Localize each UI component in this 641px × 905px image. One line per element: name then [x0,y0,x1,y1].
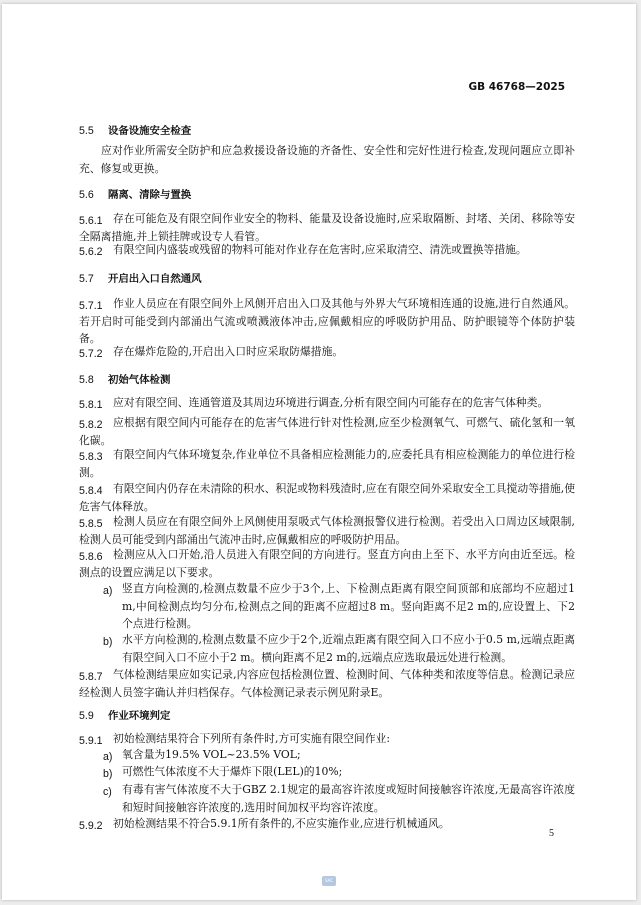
list-label: c) [103,786,112,798]
section-number: 5.5 [79,125,94,137]
section-number: 5.8 [79,374,94,386]
page-number: 5 [549,828,554,839]
paragraph: 存在可能危及有限空间作业安全的物料、能量及设备设施时,应采取隔断、封堵、关闭、移除等安全隔离措施,并上锁挂牌或设专人看管。 [79,212,575,243]
section-heading: 开启出入口自然通风 [108,273,202,285]
section-number: 5.9 [79,710,94,722]
list-label: a) [103,585,113,597]
list-label: b) [103,636,113,648]
section-heading: 作业环境判定 [108,710,171,722]
paragraph: 气体检测结果应如实记录,内容应包括检测位置、检测时间、气体种类和浓度等信息。检测记录应经检测人员签字确认并归档保存。气体检测记录表示例见附录E。 [79,668,575,699]
paragraph: 初始检测结果不符合5.9.1所有条件的,不应实施作业,应进行机械通风。 [113,817,450,830]
list-item: 氧含量为19.5% VOL~23.5% VOL; [122,748,301,761]
clause-number: 5.8.3 [79,451,103,463]
section-heading: 初始气体检测 [108,374,171,386]
clause-number: 5.6.2 [79,246,103,258]
clause-number: 5.8.2 [79,419,103,431]
publisher-logo: SAC [322,876,336,886]
clause-number: 5.7.1 [79,300,103,312]
list-label: b) [103,768,113,780]
paragraph: 有限空间内盛装或残留的物料可能对作业存在危害时,应采取清空、清洗或置换等措施。 [113,243,527,256]
clause-number: 5.8.4 [79,485,103,497]
clause-number: 5.9.2 [79,820,103,832]
list-item: 水平方向检测的,检测点数量不应少于2个,近端点距离有限空间入口不应小于0.5 m,远端点距离有限空间入口不应小于2 m。横向距离不足2 m的,远端点应选取最远处进行检测。 [122,633,575,664]
paragraph: 存在爆炸危险的,开启出入口时应采取防爆措施。 [113,345,344,358]
section-heading: 隔离、清除与置换 [108,189,192,201]
paragraph: 应根据有限空间内可能存在的危害气体进行针对性检测,应至少检测氧气、可燃气、硫化氢和一氧化碳。 [79,416,575,447]
clause-number: 5.9.1 [79,735,103,747]
standard-code: GB 46768—2025 [468,81,565,93]
section-heading: 设备设施安全检查 [108,125,192,137]
paragraph: 有限空间内气体环境复杂,作业单位不具备相应检测能力的,应委托具有相应检测能力的单位进行检测。 [79,448,575,479]
document-page [2,4,636,900]
paragraph: 检测应从入口开始,沿人员进入有限空间的方向进行。竖直方向由上至下、水平方向由近至远。检测点的设置应满足以下要求。 [79,548,575,579]
clause-number: 5.8.1 [79,399,103,411]
paragraph: 应对有限空间、连通管道及其周边环境进行调查,分析有限空间内可能存在的危害气体种类。 [113,396,549,409]
section-number: 5.6 [79,189,94,201]
paragraph: 初始检测结果符合下列所有条件时,方可实施有限空间作业: [113,732,390,745]
list-item: 竖直方向检测的,检测点数量不应少于3个,上、下检测点距离有限空间顶部和底部均不应超过1 m,中间检测点均匀分布,检测点之间的距离不应超过8 m。竖向距离不足2 m的,应设置上、下2个点进行检测。 [122,582,575,630]
list-label: a) [103,751,113,763]
list-item: 有毒有害气体浓度不大于GBZ 2.1规定的最高容许浓度或短时间接触容许浓度,无最高容许浓度和短时间接触容许浓度的,选用时间加权平均容许浓度。 [122,783,575,814]
clause-number: 5.8.6 [79,551,103,563]
paragraph: 检测人员应在有限空间外上风侧使用泵吸式气体检测报警仪进行检测。若受出入口周边区域限制,检测人员可能受到内部涌出气流冲击时,应佩戴相应的呼吸防护用品。 [79,515,575,546]
paragraph: 作业人员应在有限空间外上风侧开启出入口及其他与外界大气环境相连通的设施,进行自然通风。若开启时可能受到内部涌出气流或喷溅液体冲击,应佩戴相应的呼吸防护用品、防护眼镜等个体防护装备。 [79,297,575,345]
paragraph: 应对作业所需安全防护和应急救援设备设施的齐备性、安全性和完好性进行检查,发现问题应立即补充、修复或更换。 [79,144,575,175]
clause-number: 5.8.5 [79,518,103,530]
clause-number: 5.6.1 [79,215,103,227]
clause-number: 5.7.2 [79,348,103,360]
paragraph: 有限空间内仍存在未清除的积水、积泥或物料残渣时,应在有限空间外采取安全工具搅动等措施,使危害气体释放。 [79,482,575,513]
clause-number: 5.8.7 [79,671,103,683]
section-number: 5.7 [79,273,94,285]
list-item: 可燃性气体浓度不大于爆炸下限(LEL)的10%; [122,765,343,778]
